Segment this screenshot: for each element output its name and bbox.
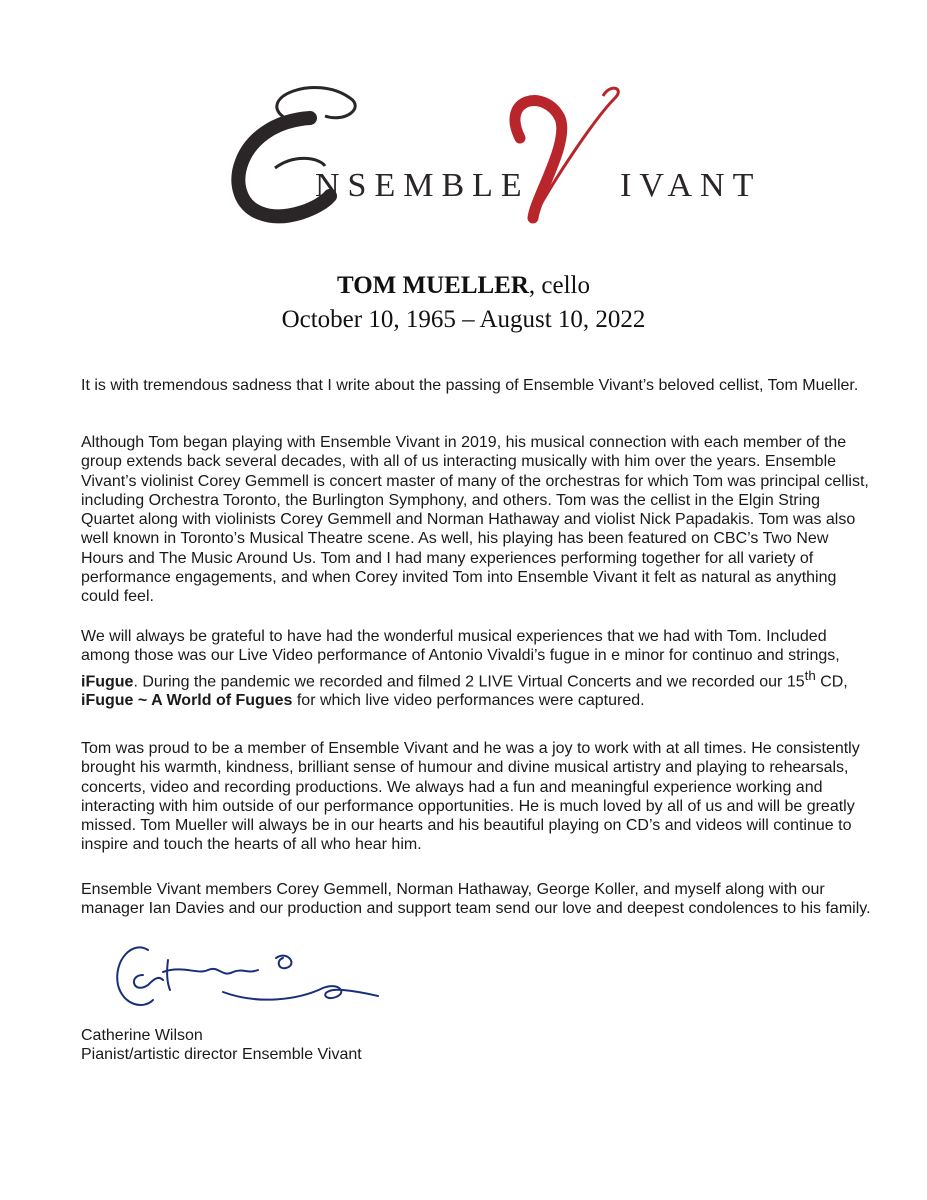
memorial-name <box>0 272 927 300</box>
instrument-text: , cello <box>528 272 590 299</box>
paragraph-2: Although Tom began playing with Ensemble Vivant in 2019, his musical connection with each member of the group extends back several decades, with all of us interacting musically with him over the years. Ensemble Vivant’s violinist Corey Gemmell is concert master of many of the orchestras for which Tom was principal cellist, including Orchestra Toronto, the Burlington Symphony, and others. Tom was the cellist in the Elgin String Quartet along with violinists Corey Gemmell and Norman Hathaway and violist Nick Papadakis. Tom was also well known in Toronto’s Musical Theatre scene. As well, his playing has been featured on CBC’s Two New Hours and The Music Around Us. Tom and I had many experiences performing together for all variety of performance engagements, and when Corey invited Tom into Ensemble Vivant it felt as natural as anything could feel. <box>81 434 869 606</box>
memorial-dates: October 10, 1965 – August 10, 2022 <box>281 306 646 333</box>
signer-name: Catherine Wilson <box>81 1027 203 1044</box>
paragraph-4: Tom was proud to be a member of Ensemble Vivant and he was a joy to work with at all times. He consistently brought his warmth, kindness, brilliant sense of humour and divine musical artistry and playing to rehearsals, concerts, video and recording productions. We always had a fun and meaningful experience working and interacting with him outside of our performance opportunities. He is much loved by all of us and will be greatly missed. Tom Mueller will always be in our hearts and his beautiful playing on CD’s and videos will continue to inspire and touch the hearts of all who hear him. <box>81 740 860 854</box>
logo-word-ivant: IVANT <box>620 167 762 204</box>
ensemble-vivant-logo <box>215 78 762 228</box>
paragraph-3: We will always be grateful to have had the wonderful musical experiences that we had with Tom. Included among those was our Live Video performance of Antonio Vivaldi’s fugue in e minor for continuo and strings, iFugue. During the pandemic we recorded and filmed 2 LIVE Virtual Concerts and we recorded our 15th CD, iFugue ~ A World of Fugues for which live video performances were captured. <box>81 628 848 710</box>
cd-title: iFugue ~ A World of Fugues <box>81 692 293 710</box>
paragraph-5: Ensemble Vivant members Corey Gemmell, Norman Hathaway, George Koller, and myself along with our manager Ian Davies and our production and support team send our love and deepest condolences to his family. <box>81 881 871 918</box>
name-text: TOM MUELLER <box>336 272 529 299</box>
logo-word-ensemble: NSEMBLE <box>315 167 530 204</box>
paragraph-1: It is with tremendous sadness that I write about the passing of Ensemble Vivant’s beloved cellist, Tom Mueller. <box>81 377 859 394</box>
ifugue-title: iFugue <box>81 672 134 690</box>
signer-title: Pianist/artistic director Ensemble Vivant <box>81 1046 362 1063</box>
handwritten-signature <box>108 930 398 1020</box>
